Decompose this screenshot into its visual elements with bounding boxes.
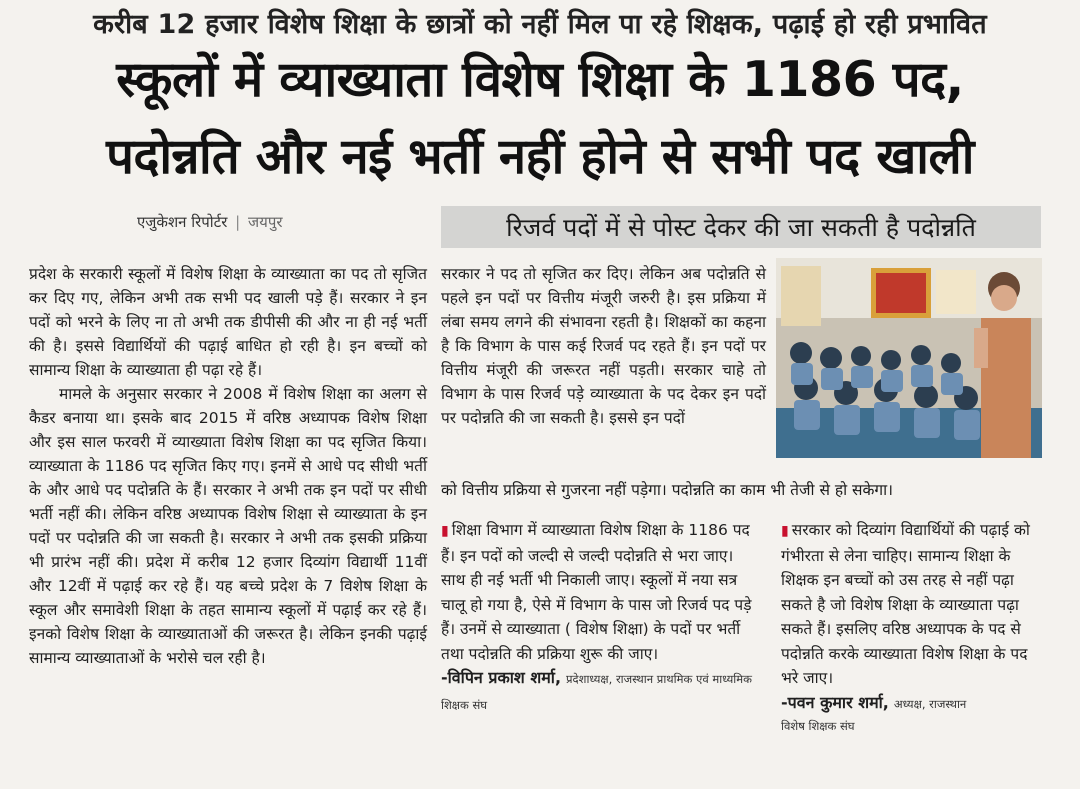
byline [137, 212, 282, 232]
kicker-headline: करीब 12 हजार विशेष शिक्षा के छात्रों को नहीं मिल पा रहे शिक्षक, पढ़ाई हो रही प्रभावित [93, 9, 987, 40]
paragraph-3-continued: को वित्तीय प्रक्रिया से गुजरना नहीं पड़ेगा। पदोन्नति का काम भी तेजी से हो सकेगा। [441, 481, 894, 499]
classroom-photo [776, 258, 1042, 458]
quote-2-author: -पवन कुमार शर्मा, [781, 692, 889, 712]
article-column-2 [441, 262, 766, 430]
quote-block-2 [781, 518, 1043, 739]
headline-line-1: स्कूलों में व्याख्याता विशेष शिक्षा के 1186 पद, [116, 51, 964, 108]
headline-line-2: पदोन्नति और नई भर्ती नहीं होने से सभी पद खाली [106, 128, 974, 185]
bullet-icon: ▮ [781, 523, 789, 539]
quote-1-designation: प्रदेशाध्यक्ष, राजस्थान प्राथमिक एवं माध्यमिक शिक्षक संघ [441, 672, 752, 712]
quote-block-1 [441, 518, 759, 717]
quote-1-author: -विपिन प्रकाश शर्मा, [441, 668, 562, 687]
paragraph-2: मामले के अनुसार सरकार ने 2008 में विशेष शिक्षा का अलग से कैडर बनाया था। इसके बाद 2015 में वरिष्ठ अध्यापक विशेष शिक्षा और इस साल फरवरी में व्याख्याता विशेष शिक्षा का पद सृजित किया। व्याख्याता के 1186 पद सृजित किए गए। इनमें से आधे पद सीधी भर्ती के और आधे पद पदोन्नति के हैं। सरकार ने अभी तक इन पदों पर सीधी भर्ती नहीं की। लेकिन वरिष्ठ अध्यापक विशेष शिक्षा से व्याख्याता के इन पदों पर पदोन्नति की जा सकती है। सरकार ने अभी तक इसकी प्रक्रिया भी प्रारंभ नहीं की। प्रदेश में करीब 12 हजार दिव्यांग विद्यार्थी 11वीं और 12वीं में पढ़ाई कर रहे हैं। यह बच्चे प्रदेश के 7 विशेष शिक्षा के स्कूल और समावेशी शिक्षा के तहत सामान्य स्कूलों में पढ़ाई कर रहे हैं। इनको विशेष शिक्षा के व्याख्याताओं की जरूरत है। लेकिन इनकी पढ़ाई सामान्य व्याख्याताओं के भरोसे चल रही है। [29, 385, 427, 667]
bullet-icon: ▮ [441, 523, 449, 539]
reporter-name: एजुकेशन रिपोर्टर [137, 213, 228, 231]
quote-2-designation-line-1: अध्यक्ष, राजस्थान [893, 696, 967, 711]
paragraph-1: प्रदेश के सरकारी स्कूलों में विशेष शिक्षा के व्याख्याता का पद तो सृजित कर दिए गए, लेकिन अभी तक सभी पद खाली पड़े हैं। सरकार ने इन पदों को भरने के लिए ना तो अभी तक डीपीसी की और ना ही नई भर्ती की है। इससे विद्यार्थियों की पढ़ाई बाधित हो रही है। इन बच्चों को सामान्य शिक्षा के व्याख्याता ही पढ़ा रहे हैं। [29, 265, 427, 379]
quote-1-text: शिक्षा विभाग में व्याख्याता विशेष शिक्षा के 1186 पद हैं। इन पदों को जल्दी से जल्दी पदोन्नति से भरा जाए। साथ ही नई भर्ती भी निकाली जाए। स्कूलों में नया सत्र चालू हो गया है, ऐसे में विभाग के पास जो रिजर्व पद पड़े हैं। उनमें से व्याख्याता ( विशेष शिक्षा) के पदों पर भर्ती तथा पदोन्नति की प्रक्रिया शुरू की जाए। [441, 521, 752, 663]
quote-2-designation-line-2: विशेष शिक्षक संघ [781, 719, 855, 733]
quote-2-text: सरकार को दिव्यांग विद्यार्थियों की पढ़ाई को गंभीरता से लेना चाहिए। सामान्य शिक्षा के शिक्षक इन बच्चों को उस तरह से नहीं पढ़ा सकते है जो विशेष शिक्षा के व्याख्याता पढ़ा सकते हैं। इसलिए वरिष्ठ अध्यापक के पद से पदोन्नति करके व्याख्याता विशेष शिक्षा के पद भरे जाए। [781, 521, 1030, 687]
paragraph-3: सरकार ने पद तो सृजित कर दिए। लेकिन अब पदोन्नति से पहले इन पदों पर वित्तीय मंजूरी जरुरी है। इस प्रक्रिया में लंबा समय लगने की संभावना रहती है। शिक्षकों का कहना है कि विभाग के पास कई रिजर्व पद रहते हैं। इन पदों पर वित्तीय मंजूरी की जरूरत नहीं पड़ती। सरकार चाहे तो विभाग के पास रिजर्व पड़े व्याख्याता के पद देकर इन पदों पर पदोन्नति की जा सकती है। इससे इन पदों [441, 265, 766, 427]
article-column-1 [29, 262, 427, 670]
subheadline-box: रिजर्व पदों में से पोस्ट देकर की जा सकती है पदोन्नति [441, 206, 1041, 248]
byline-separator: | [235, 213, 241, 231]
dateline-city: जयपुर [247, 213, 283, 231]
